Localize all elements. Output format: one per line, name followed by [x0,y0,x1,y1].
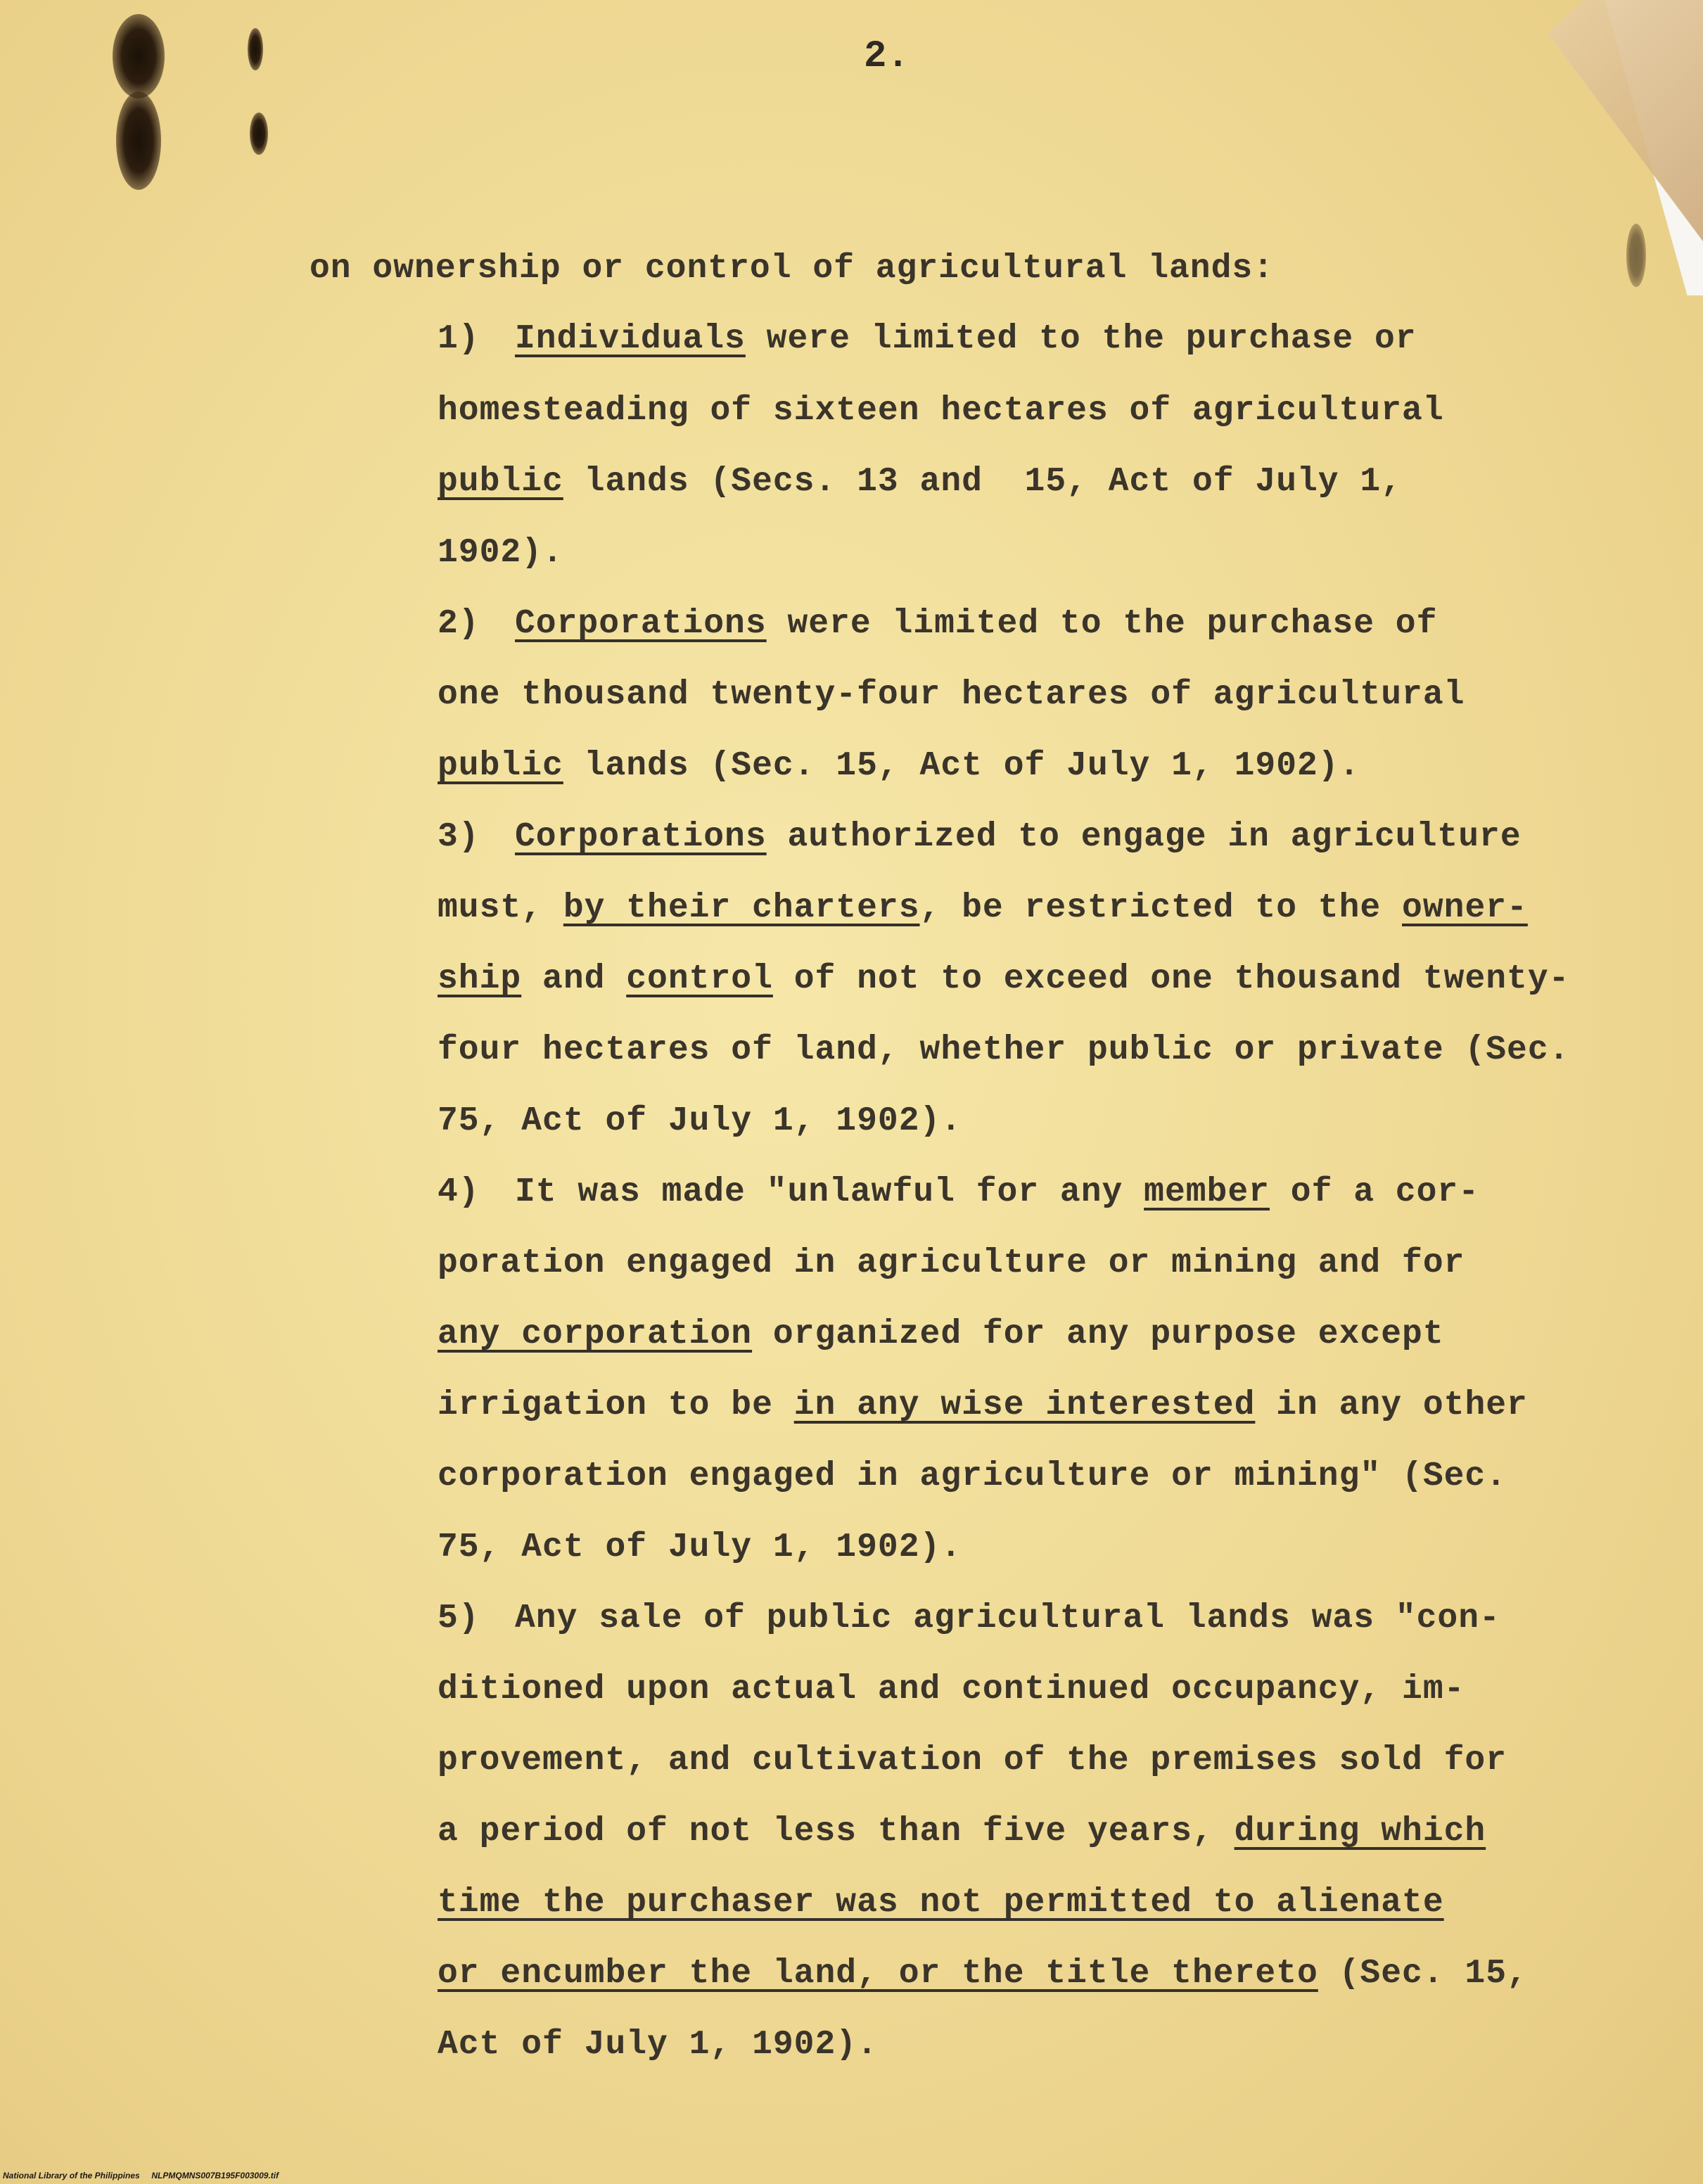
ink-stain [113,14,165,98]
text-line: 75, Act of July 1, 1902). [438,1528,962,1566]
item-marker: 2) [438,605,480,643]
text-line: poration engaged in agriculture or mining and for [438,1244,1465,1282]
text-line: public lands (Sec. 15, Act of July 1, 1902). [438,747,1360,785]
underlined-text: public [438,747,563,785]
list-item-4: 4) It was made "unlawful for any member of a cor- [438,1171,1479,1213]
item-marker: 5) [438,1599,480,1637]
list-item-1: 1) Individuals were limited to the purchase or [438,318,1417,360]
archive-footer: National Library of the Philippines NLPMQMNS007B195F003009.tif [3,2171,279,2180]
ink-stain [116,91,161,190]
list-item-5: 5) Any sale of public agricultural lands was "con- [438,1597,1500,1640]
text-line: ship and control of not to exceed one thousand twenty- [438,960,1570,998]
underlined-text: ship [438,960,522,998]
text-line: a period of not less than five years, during which [438,1813,1486,1851]
text-line: ditioned upon actual and continued occupancy, im- [438,1671,1465,1709]
underlined-text: any corporation [438,1315,753,1353]
text-line: four hectares of land, whether public or private (Sec. [438,1031,1570,1069]
list-item-3: 3) Corporations authorized to engage in agriculture [438,816,1522,858]
underlined-text: Corporations [515,818,767,856]
underlined-text: owner- [1402,889,1528,927]
text-line: irrigation to be in any wise interested in any other [438,1386,1528,1424]
text-line: public lands (Secs. 13 and 15, Act of July 1, [438,463,1403,501]
text-line [438,1882,1444,1924]
underlined-text: control [626,960,773,998]
item-marker: 3) [438,818,480,856]
text-line: homesteading of sixteen hectares of agricultural [438,392,1444,430]
underlined-text: in any wise interested [793,1386,1256,1424]
text-line: corporation engaged in agriculture or mining" (Sec. [438,1457,1507,1495]
item-marker: 4) [438,1173,480,1211]
underlined-text: or encumber the land, or the title thereto [438,1955,1318,1993]
underlined-text: by their charters [563,889,920,927]
text-line: any corporation organized for any purpose except [438,1315,1444,1353]
underlined-text: member [1144,1173,1270,1211]
underlined-text: Corporations [515,605,767,643]
text-line: one thousand twenty-four hectares of agricultural [438,676,1465,714]
ink-stain [248,28,263,70]
ink-stain [1626,224,1646,287]
item-marker: 1) [438,320,480,358]
page-number: 2. [864,35,910,78]
text-line: 75, Act of July 1, 1902). [438,1102,962,1140]
text-line: or encumber the land, or the title thereto (Sec. 15, [438,1955,1528,1993]
text-line: provement, and cultivation of the premises sold for [438,1742,1507,1780]
text-line: Act of July 1, 1902). [438,2026,878,2064]
ink-stain [250,113,268,155]
text-line: must, by their charters, be restricted to the owner- [438,889,1528,927]
intro-line: on ownership or control of agricultural lands: [310,250,1275,288]
underlined-text: public [438,463,563,501]
list-item-2: 2) Corporations were limited to the purchase of [438,603,1437,645]
underlined-text: Individuals [515,320,746,358]
underlined-text: time the purchaser was not permitted to alienate [438,1884,1444,1922]
underlined-text: during which [1234,1813,1486,1851]
text-line: 1902). [438,534,563,572]
